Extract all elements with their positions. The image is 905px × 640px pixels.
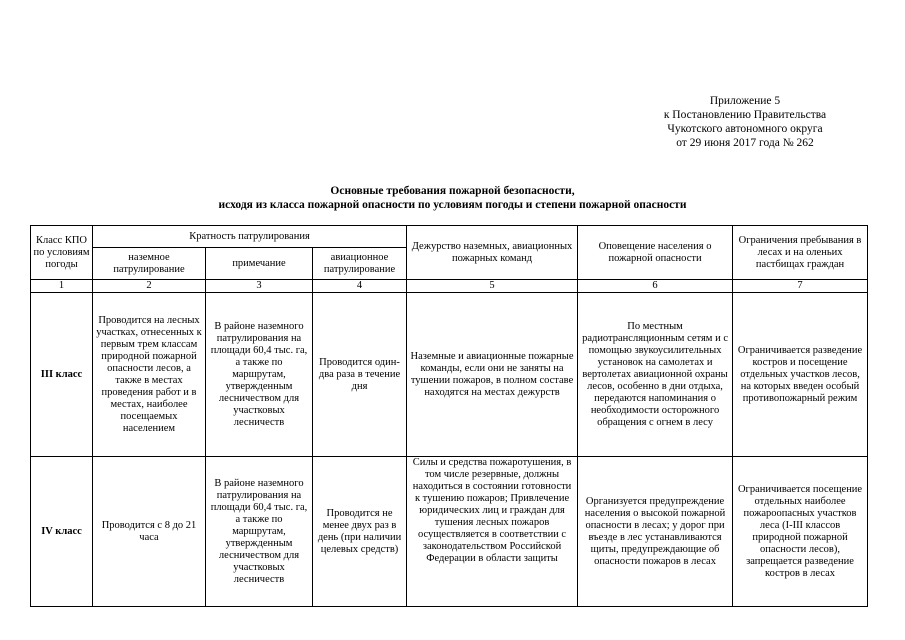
header-row: [31, 226, 868, 248]
appendix-line: от 29 июня 2017 года № 262: [676, 137, 814, 149]
cell-ground-patrol: Проводится с 8 до 21 часа: [93, 457, 206, 607]
row-class-label: III класс: [31, 293, 93, 457]
cell-duty: Наземные и авиационные пожарные команды, если они не заняты на тушении пожаров, в полном составе находятся на местах дежурств: [407, 293, 578, 457]
header-restrictions: Ограничения пребывания в лесах и на оленьих пастбищах граждан: [733, 226, 868, 280]
cell-duty-wrap: [407, 457, 578, 607]
header-patrol-frequency: Кратность патрулирования: [93, 226, 407, 248]
cell-ground-patrol: Проводится на лесных участках, отнесенных к первым трем классам природной пожарной опасности лесов, а также в местах проведения работ и в местах, наиболее посещаемых населением: [93, 293, 206, 457]
appendix-block: [600, 94, 890, 150]
column-number: 6: [578, 280, 733, 293]
cell-duty: Силы и средства пожаротушения, в том числе резервные, должны находиться в состоянии готовности к тушению пожаров; Привлечение юридических лиц и граждан для тушения лесных пожаров осуществляется в соответствии с законодательством Российской Федерации в области защиты: [412, 457, 572, 564]
cell-notification: По местным радиотрансляционным сетям и с помощью звукоусилительных установок на самолетах и вертолетах авиационной охраны лесов, особенно в дни отдыха, передаются напоминания о необходимости осторожного обращения с огнем в лесу: [578, 293, 733, 457]
appendix-line: к Постановлению Правительства: [663, 109, 827, 121]
appendix-line: Приложение 5: [709, 95, 781, 107]
column-number: 7: [733, 280, 868, 293]
header-ground-patrol: наземное патрулирование: [93, 248, 206, 280]
table-row: [31, 293, 868, 457]
document-title: [40, 184, 865, 212]
cell-restrictions: Ограничивается разведение костров и посещение отдельных участков лесов, на которых введен особый противопожарный режим: [733, 293, 868, 457]
column-number: 3: [206, 280, 313, 293]
column-number: 2: [93, 280, 206, 293]
column-number-row: [31, 280, 868, 293]
title-line: исходя из класса пожарной опасности по условиям погоды и степени пожарной опасности: [218, 199, 687, 211]
cell-restrictions: Ограничивается посещение отдельных наиболее пожароопасных участков леса (I-III классов природной пожарной опасности лесов), запрещается разведение костров в лесах: [733, 457, 868, 607]
header-kpo-class: Класс КПО по условиям погоды: [31, 226, 93, 280]
header-aviation-patrol: авиационное патрулирование: [313, 248, 407, 280]
cell-note: В районе наземного патрулирования на площади 60,4 тыс. га, а также по маршрутам, утвержденным лесничеством для участковых лесничеств: [206, 293, 313, 457]
column-number: 5: [407, 280, 578, 293]
appendix-line: Чукотского автономного округа: [667, 123, 823, 135]
cell-aviation-patrol: Проводится один-два раза в течение дня: [313, 293, 407, 457]
row-class-label: IV класс: [31, 457, 93, 607]
cell-notification: Организуется предупреждение населения о высокой пожарной опасности в лесах; у дорог при въезде в лес устанавливаются щиты, предупреждающие об опасности пожаров в лесах: [578, 457, 733, 607]
header-notification: Оповещение населения о пожарной опасности: [578, 226, 733, 280]
column-number: 1: [31, 280, 93, 293]
title-line: Основные требования пожарной безопасности,: [330, 185, 575, 197]
table-row: [31, 457, 868, 607]
column-number: 4: [313, 280, 407, 293]
header-duty: Дежурство наземных, авиационных пожарных команд: [407, 226, 578, 280]
header-note: примечание: [206, 248, 313, 280]
cell-note: В районе наземного патрулирования на площади 60,4 тыс. га, а также по маршрутам, утвержденным лесничеством для участковых лесничеств: [206, 457, 313, 607]
requirements-table: [30, 225, 868, 607]
cell-aviation-patrol: Проводится не менее двух раз в день (при наличии целевых средств): [313, 457, 407, 607]
